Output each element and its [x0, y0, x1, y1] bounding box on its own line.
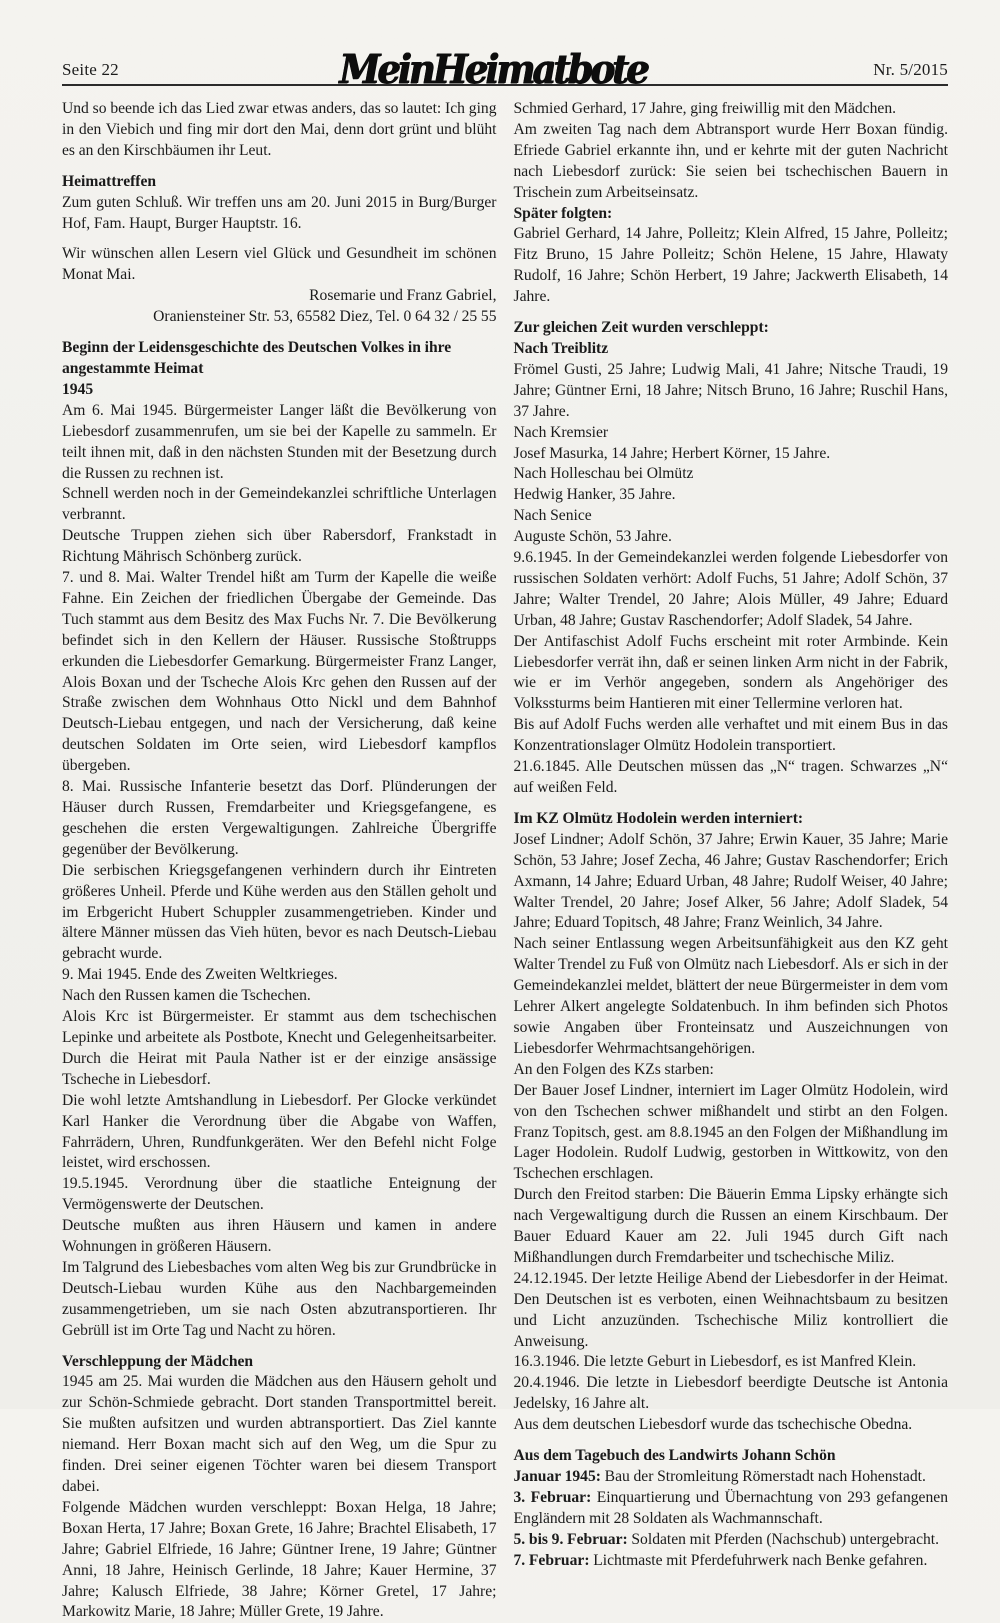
section-heading: Im KZ Olmütz Hodolein werden interniert:: [513, 809, 804, 827]
paragraph-lead: 3. Februar:: [513, 1488, 592, 1506]
paragraph: Schnell werden noch in der Gemeindekanzlei schriftliche Unterlagen verbrannt.: [62, 485, 497, 524]
paragraph: Gabriel Gerhard, 14 Jahre, Polleitz; Klein Alfred, 15 Jahre, Polleitz; Fitz Bruno, 15 Jahre Polleitz; Schön Helene, 15 Jahre, Hlawaty Rudolf, 16 Jahre; Schön Herbert, 19 Jahre; Jackwerth Elisabeth, 14 Jahre.: [513, 225, 948, 306]
paragraph: Nach seiner Entlassung wegen Arbeitsunfähigkeit aus den KZ geht Walter Trendel zu Fuß von Olmütz nach Liebesdorf. Als er sich in der Gemeindekanzlei meldet, blättert der neue Bürgermeister in dem vom Lehrer Alkert angelegte Soldatenbuch. In ihm befinden sich Photos sowie Angaben über Fronteinsatz und Auszeichnungen von Liebesdorfer Wehrmachtsangehörigen.: [513, 935, 948, 1057]
paragraph-lead: 5. bis 9. Februar:: [513, 1530, 628, 1548]
section-heading: Zur gleichen Zeit wurden verschleppt:: [513, 319, 769, 337]
paragraph: Schmied Gerhard, 17 Jahre, ging freiwillig mit den Mädchen.: [513, 100, 897, 117]
section-heading: Aus dem Tagebuch des Landwirts Johann Schön: [513, 1447, 836, 1465]
paragraph: 7. Februar: Lichtmaste mit Pferdefuhrwerk nach Benke gefahren.: [513, 1551, 928, 1569]
section-heading: 1945: [62, 380, 94, 398]
paragraph: 7. und 8. Mai. Walter Trendel hißt am Turm der Kapelle die weiße Fahne. Ein Zeichen der friedlichen Übergabe der Gemeinde. Das Tuch stammt aus dem Besitz des Max Fuchs Nr. 7. Die Bevölkerung befindet sich in den Kellern der Häuser. Russische Stoßtrupps erkunden die Liebesdorfer Gemarkung. Bürgermeister Franz Langer, Alois Boxan und der Tscheche Alois Krc gehen den Russen auf der Straße zwischen dem Wohnhaus Otto Nickl und dem Bahnhof Deutsch-Liebau entgegen, und nach der Versicherung, daß keine deutschen Soldaten im Orte seien, wird Liebesdorf kampflos übergeben.: [62, 569, 497, 775]
paragraph: 21.6.1845. Alle Deutschen müssen das „N“ tragen. Schwarzes „N“ auf weißen Feld.: [513, 758, 948, 796]
paragraph: Zum guten Schluß. Wir treffen uns am 20. Juni 2015 in Burg/Burger Hof, Fam. Haupt, Burger Hauptstr. 16.: [62, 193, 497, 232]
paragraph: Nach den Russen kamen die Tschechen.: [62, 987, 311, 1005]
paragraph: Folgende Mädchen wurden verschleppt: Boxan Helga, 18 Jahre; Boxan Herta, 17 Jahre; Boxan Grete, 16 Jahre; Brachtel Elisabeth, 17 Jahre; Gabriel Elfriede, 16 Jahre; Güntner Irene, 19 Jahre; Güntner Anni, 18 Jahre, Heinisch Gerlinde, 18 Jahre; Kauer Hermine, 37 Jahre; Kalusch Elfriede, 38 Jahre; Körner Gretel, 17 Jahre; Markowitz Marie, 18 Jahre; Müller Grete, 19 Jahre.: [62, 1498, 497, 1621]
section-heading: Verschleppung der Mädchen: [62, 1352, 254, 1370]
paragraph: Frömel Gusti, 25 Jahre; Ludwig Mali, 41 Jahre; Nitsche Traudi, 19 Jahre; Güntner Erni, 18 Jahre; Nitsch Bruno, 16 Jahre; Ruschil Hans, 37 Jahre.: [513, 360, 948, 420]
paragraph: Bis auf Adolf Fuchs werden alle verhaftet und mit einem Bus in das Konzentrationslager Olmütz Hodolein transportiert.: [513, 716, 948, 755]
paragraph: Am zweiten Tag nach dem Abtransport wurde Herr Boxan fündig. Efriede Gabriel erkannte ihn, und er kehrte mit der guten Nachricht nach Liebesdorf zurück: Sie seien bei tschechischen Bauern in Trischein zum Arbeitseinsatz.: [513, 120, 948, 201]
paragraph: Nach Kremsier: [513, 423, 609, 441]
paragraph: An den Folgen des KZs starben:: [513, 1060, 714, 1078]
paragraph: Deutsche mußten aus ihren Häusern und kamen in andere Wohnungen in größeren Häusern.: [62, 1217, 497, 1256]
page-header: [62, 34, 948, 93]
paragraph: Im Talgrund des Liebesbaches vom alten Weg bis zur Grundbrücke in Deutsch-Liebau wurden Kühe aus den Nachbargemeinden zusammengetrieben, um sie nach Osten abzutransportieren. Ihr Gebrüll ist im Orte Tag und Nacht zu hören.: [62, 1258, 497, 1339]
section-heading: Beginn der Leidensgeschichte des Deutschen Volkes in ihre angestammte Heimat: [62, 339, 452, 377]
paragraph: Wir wünschen allen Lesern viel Glück und Gesundheit im schönen Monat Mai.: [62, 245, 497, 284]
paragraph-lead: 7. Februar:: [513, 1551, 590, 1569]
page-number: Seite 22: [62, 60, 119, 79]
article-columns: [62, 99, 948, 1623]
paragraph: 24.12.1945. Der letzte Heilige Abend der Liebesdorfer in der Heimat. Den Deutschen ist es verboten, einen Weihnachtsbaum zu besitzen und Licht anzuzünden. Tschechische Miliz kontrolliert die Anweisung.: [513, 1269, 948, 1350]
paragraph: Hedwig Hanker, 35 Jahre.: [513, 486, 676, 504]
paragraph: 9. Mai 1945. Ende des Zweiten Weltkrieges.: [62, 966, 338, 984]
paragraph: 20.4.1946. Die letzte in Liebesdorf beerdigte Deutsche ist Antonia Jedelsky, 16 Jahre alt.: [513, 1374, 948, 1413]
column-right: [514, 99, 949, 1623]
paragraph: Die serbischen Kriegsgefangenen verhindern durch ihr Eintreten größeres Unheil. Pferde und Kühe werden aus den Ställen geholt und im Erbgericht Hubert Schuppler zusammengetrieben. Kinder und ältere Männer müssen das Vieh hüten, bevor es nach Deutsch-Liebau gebracht wurde.: [62, 861, 497, 963]
paragraph: Auguste Schön, 53 Jahre.: [513, 528, 672, 546]
paragraph: Die wohl letzte Amtshandlung in Liebesdorf. Per Glocke verkündet Karl Hanker die Verordnung über die Abgabe von Waffen, Fahrrädern, Uhren, Rundfunkgeräten. Wer den Befehl nicht Folge leistet, wird erschossen.: [62, 1091, 497, 1172]
paragraph: 5. bis 9. Februar: Soldaten mit Pferden (Nachschub) untergebracht.: [513, 1530, 940, 1548]
paragraph: Alois Krc ist Bürgermeister. Er stammt aus dem tschechischen Lepinke und arbeitete als Postbote, Knecht und Gelegenheitsarbeiter. Durch die Heirat mit Paula Nather ist er der einzige ansässige Tscheche in Liebesdorf.: [62, 1008, 497, 1088]
paragraph: 16.3.1946. Die letzte Geburt in Liebesdorf, es ist Manfred Klein.: [513, 1353, 917, 1371]
paragraph: Januar 1945: Bau der Stromleitung Römerstadt nach Hohenstadt.: [513, 1468, 926, 1485]
section-heading: Nach Treiblitz: [513, 339, 609, 357]
paragraph: 3. Februar: Einquartierung und Übernachtung von 293 gefangenen Engländern mit 28 Soldaten als Wachmannschaft.: [513, 1488, 948, 1527]
section-heading: Heimattreffen: [62, 172, 157, 190]
paragraph: 19.5.1945. Verordnung über die staatliche Enteignung der Vermögenswerte der Deutschen.: [62, 1175, 497, 1214]
paragraph: Aus dem deutschen Liebesdorf wurde das tschechische Obedna.: [513, 1416, 913, 1434]
paragraph: Durch den Freitod starben: Die Bäuerin Emma Lipsky erhängte sich nach Vergewaltigung durch die Russen an einem Kirschbaum. Der Bauer Eduard Kauer am 22. Juli 1945 durch Gift nach Mißhandlungen durch Fremdarbeiter und tschechische Miliz.: [513, 1186, 948, 1266]
paragraph: Und so beende ich das Lied zwar etwas anders, das so lautet: Ich ging in den Viebich und fing mir dort den Mai, denn dort grünt und blüht es an den Kirschbäumen ihr Leut.: [62, 100, 497, 159]
signature-line: Rosemarie und Franz Gabriel,: [309, 287, 497, 305]
paragraph: Deutsche Truppen ziehen sich über Rabersdorf, Frankstadt in Richtung Mährisch Schönberg zurück.: [62, 527, 497, 566]
paragraph: Josef Lindner; Adolf Schön, 37 Jahre; Erwin Kauer, 35 Jahre; Marie Schön, 53 Jahre; Josef Zecha, 46 Jahre; Gustav Raschendorfer; Erich Axmann, 14 Jahre; Eduard Urban, 48 Jahre; Rudolf Weiser, 40 Jahre; Walter Trendel, 20 Jahre; Josef Alker, 56 Jahre; Adolf Sladek, 54 Jahre; Eduard Topitsch, 48 Jahre; Franz Weinlich, 34 Jahre.: [513, 830, 948, 932]
paragraph: Nach Holleschau bei Olmütz: [513, 465, 694, 483]
paragraph-lead: Januar 1945:: [513, 1468, 601, 1485]
paragraph: 1945 am 25. Mai wurden die Mädchen aus den Häusern geholt und zur Schön-Schmiede gebracht. Dort standen Transportmittel bereit. Sie mußten aufsitzen und wurden abtransportiert. Das Ziel kannte niemand. Herr Boxan macht sich auf den Weg, um die Spur zu finden. Drei seiner eigenen Töchter waren bei diesem Transport dabei.: [62, 1373, 497, 1495]
paragraph: Josef Masurka, 14 Jahre; Herbert Körner, 15 Jahre.: [513, 444, 831, 462]
paragraph: Nach Senice: [513, 507, 592, 525]
issue-number: Nr. 5/2015: [873, 60, 948, 79]
paragraph: 9.6.1945. In der Gemeindekanzlei werden folgende Liebesdorfer von russischen Soldaten verhört: Adolf Fuchs, 51 Jahre; Adolf Schön, 37 Jahre; Walter Trendel, 20 Jahre; Alois Müller, 49 Jahre; Eduard Urban, 48 Jahre; Gustav Raschendorfer; Adolf Sladek, 54 Jahre.: [513, 549, 948, 629]
masthead-logo: MeinHeimatbote: [339, 45, 647, 93]
section-heading: Später folgten:: [513, 204, 613, 222]
paragraph: Am 6. Mai 1945. Bürgermeister Langer läßt die Bevölkerung von Liebesdorf zusammenrufen, um sie bei der Kapelle zu sammeln. Er teilt ihnen mit, daß in den nächsten Stunden mit der Besetzung durch die Russen zu rechnen ist.: [62, 401, 497, 482]
paragraph: 8. Mai. Russische Infanterie besetzt das Dorf. Plünderungen der Häuser durch Russen, Fremdarbeiter und Kriegsgefangene, es geschehen die ersten Vergewaltigungen. Zahlreiche Übergriffe gegenüber der Bevölkerung.: [62, 778, 497, 858]
column-left: [62, 99, 497, 1623]
paragraph: Der Bauer Josef Lindner, interniert im Lager Olmütz Hodolein, wird von den Tschechen schwer mißhandelt und stirbt an den Folgen. Franz Topitsch, gest. am 8.8.1945 an den Folgen der Mißhandlung im Lager Hodolein. Rudolf Ludwig, gestorben in Wittkowitz, von den Tschechen erschlagen.: [513, 1081, 948, 1183]
signature-block: [62, 286, 497, 328]
signature-line: Oraniensteiner Str. 53, 65582 Diez, Tel. 0 64 32 / 25 55: [153, 308, 497, 326]
paragraph: Der Antifaschist Adolf Fuchs erscheint mit roter Armbinde. Kein Liebesdorfer verrät ihn, daß er seinen linken Arm nicht in der Fabrik, wie er im Verhör angegeben, sondern als Angehöriger des Volkssturms beim Hantieren mit einer Tellermine verloren hat.: [513, 632, 948, 713]
